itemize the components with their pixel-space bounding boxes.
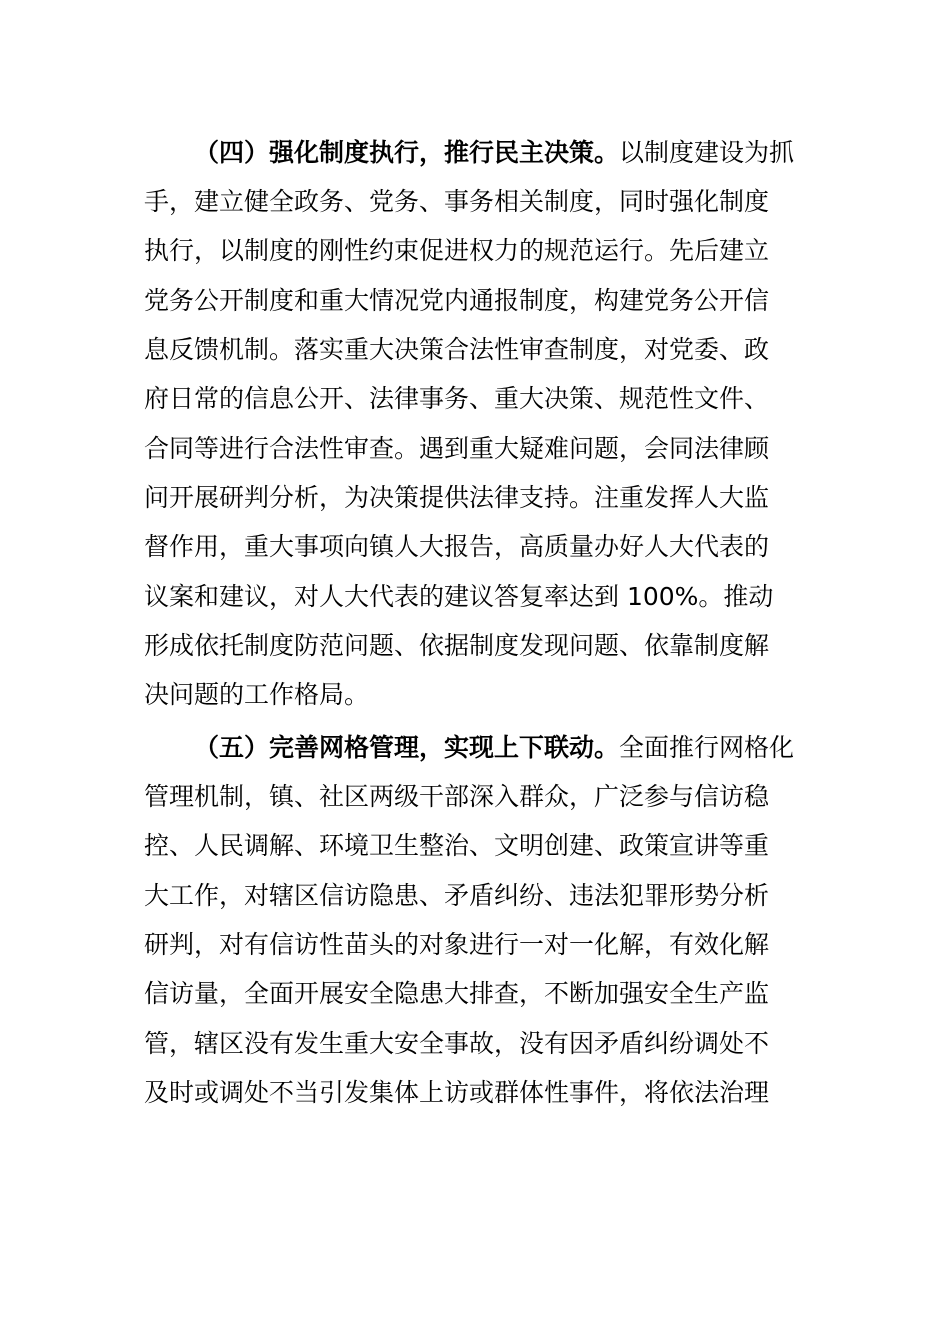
paragraph-5-line-3: 控、人民调解、环境卫生整治、文明创建、政策宣讲等重 [144,831,770,860]
paragraph-4-heading: （四）强化制度执行，推行民主决策。 [194,138,620,167]
paragraph-4-line-8: 问开展研判分析，为决策提供法律支持。注重发挥人大监 [144,483,770,512]
paragraph-5-line-8: 及时或调处不当引发集体上访或群体性事件，将依法治理 [144,1078,770,1107]
paragraph-5-line-7: 管，辖区没有发生重大安全事故，没有因矛盾纠纷调处不 [144,1029,770,1058]
paragraph-4-line-7: 合同等进行合法性审查。遇到重大疑难问题，会同法律顾 [144,434,770,463]
paragraph-4-line-1 [194,128,814,178]
paragraph-4-line-12: 决问题的工作格局。 [144,680,370,709]
paragraph-4-line-10: 议案和建议，对人大代表的建议答复率达到 100%。推动 [144,582,774,611]
paragraph-4-line-6: 府日常的信息公开、法律事务、重大决策、规范性文件、 [144,384,770,413]
paragraph-5-text: 全面推行网格化 [619,733,795,762]
paragraph-4-line-5: 息反馈机制。落实重大决策合法性审查制度，对党委、政 [144,335,770,364]
paragraph-4-line-11: 形成依托制度防范问题、依据制度发现问题、依靠制度解 [144,631,770,660]
paragraph-4-line-2: 手，建立健全政务、党务、事务相关制度，同时强化制度 [144,187,770,216]
paragraph-4-line-4: 党务公开制度和重大情况党内通报制度，构建党务公开信 [144,286,770,315]
paragraph-4-text: 以制度建设为抓 [619,138,795,167]
paragraph-5-line-4: 大工作，对辖区信访隐患、矛盾纠纷、违法犯罪形势分析 [144,881,770,910]
paragraph-5-line-1 [194,723,814,773]
paragraph-5-line-5: 研判，对有信访性苗头的对象进行一对一化解，有效化解 [144,930,770,959]
paragraph-4-line-3: 执行，以制度的刚性约束促进权力的规范运行。先后建立 [144,236,770,265]
paragraph-5-heading: （五）完善网格管理，实现上下联动。 [194,733,620,762]
paragraph-4-line-9: 督作用，重大事项向镇人大报告，高质量办好人大代表的 [144,532,770,561]
paragraph-5-line-6: 信访量，全面开展安全隐患大排查，不断加强安全生产监 [144,979,770,1008]
paragraph-5-line-2: 管理机制，镇、社区两级干部深入群众，广泛参与信访稳 [144,782,770,811]
